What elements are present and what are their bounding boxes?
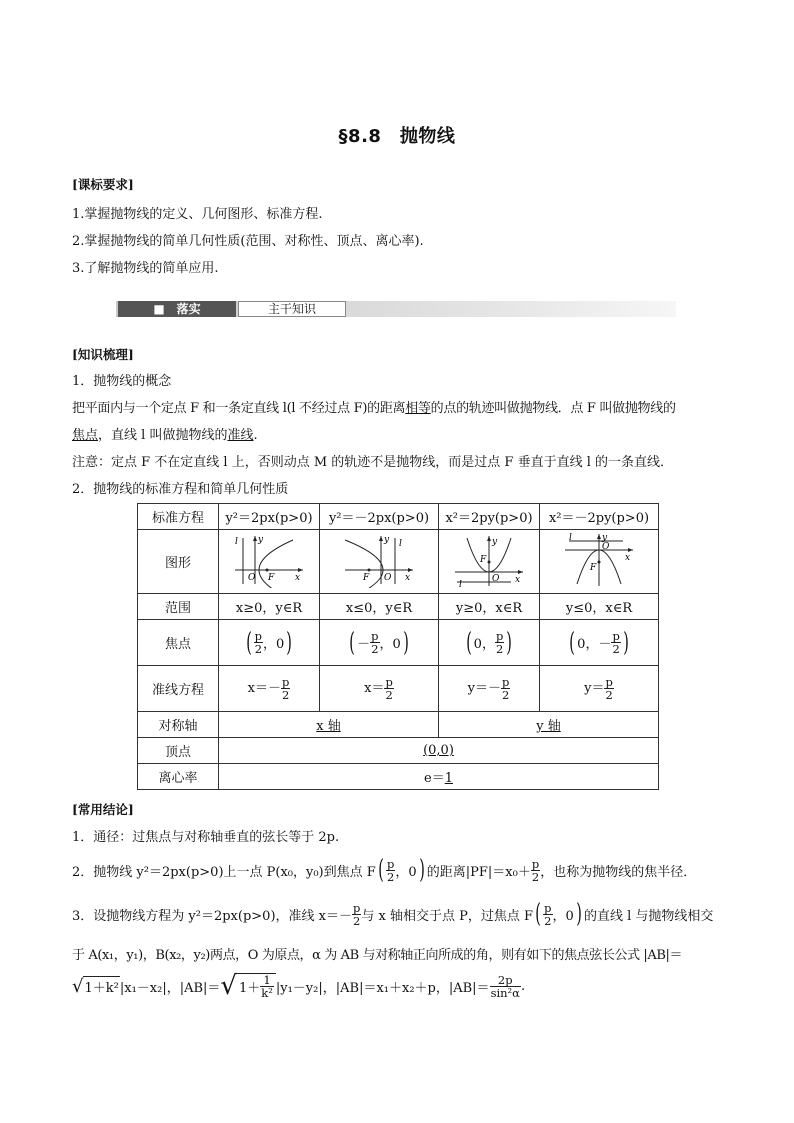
focus-expr: ( － $\frac{p}{2}$ ，0 ) <box>349 627 409 658</box>
focus-cell <box>219 620 320 666</box>
numerator: p <box>612 629 620 643</box>
directrix-cell <box>439 666 540 712</box>
text: 的直线 l 与抛物线相交 <box>583 908 714 924</box>
text: ，0 <box>379 637 401 652</box>
conclusion-3 <box>72 896 713 932</box>
text: x＝ <box>364 681 385 696</box>
table-header-cell: y²＝2px(p>0) <box>219 504 320 530</box>
directrix-cell <box>540 666 659 712</box>
requirement-item: 1.掌握抛物线的定义、几何图形、标准方程. <box>72 207 323 222</box>
radicand <box>237 973 276 999</box>
graph-label-l: l <box>235 536 238 547</box>
axis-cell <box>439 712 659 738</box>
graph-label-l: l <box>569 532 572 543</box>
graph-cell <box>320 530 439 594</box>
requirement-item: 3.了解抛物线的简单应用. <box>72 261 219 276</box>
fraction <box>254 630 263 655</box>
fraction <box>370 630 379 655</box>
vertex-cell <box>219 738 659 764</box>
fraction <box>531 858 540 883</box>
focus-expr: ( 0，－ $\frac{p}{2}$ ) <box>569 627 629 658</box>
banner-tag-right: 主干知识 <box>238 301 346 317</box>
row-label-eccentricity: 离心率 <box>138 764 219 790</box>
fraction <box>611 630 620 655</box>
underlined-term: 焦点 <box>72 428 99 443</box>
sqrt-expr: √ 1＋k² <box>72 975 119 997</box>
conclusion-2 <box>72 852 696 888</box>
knowledge-label: [知识梳理] <box>72 347 134 362</box>
graph-label-x: x <box>405 572 411 583</box>
numerator: 1 <box>260 974 274 987</box>
directrix-cell <box>320 666 439 712</box>
fraction <box>543 902 552 927</box>
denominator: 2 <box>282 688 290 702</box>
text: － <box>357 637 371 652</box>
numerator: p <box>605 675 613 689</box>
underlined-term: 相等 <box>405 401 431 416</box>
range-cell: y≤0，x∈R <box>540 594 659 620</box>
denominator: 2 <box>502 688 510 702</box>
text: 与 x 轴相交于点 P，过焦点 F <box>361 908 533 924</box>
axis-value: y 轴 <box>536 719 561 734</box>
range-cell: x≥0，y∈R <box>219 594 320 620</box>
sqrt-expr: √ 1＋ $\frac{1}{\text{k²}}$ <box>220 971 275 1001</box>
table-row <box>138 530 659 594</box>
text: 把平面内与一个定点 F 和一条定直线 l(l 不经过点 F)的距离 <box>72 401 406 416</box>
denominator: 2 <box>612 642 620 656</box>
numerator: p <box>385 675 393 689</box>
text: |y₁－y₂|，|AB|＝x₁＋x₂＋p，|AB|＝ <box>275 980 490 996</box>
text: 1＋ <box>239 981 261 996</box>
knowledge-paragraph <box>72 397 676 416</box>
radicand: 1＋k² <box>83 976 119 996</box>
focus-cell <box>540 620 659 666</box>
graph-cell <box>439 530 540 594</box>
fraction <box>386 858 395 883</box>
properties-table <box>137 503 659 790</box>
focus-expr: ( $\frac{p}{2}$ ，0 ) <box>245 627 293 658</box>
table-header-cell: x²＝2py(p>0) <box>439 504 540 530</box>
fraction <box>352 902 361 927</box>
directrix-cell <box>219 666 320 712</box>
denominator: 2 <box>386 869 395 884</box>
requirement-item: 2.掌握抛物线的简单几何性质(范围、对称性、顶点、离心率). <box>72 234 424 249</box>
fraction <box>495 630 504 655</box>
row-label-axis: 对称轴 <box>138 712 219 738</box>
text: ，也称为抛物线的焦半径． <box>540 864 697 880</box>
conclusions-label: [常用结论] <box>72 802 134 817</box>
text: 0， <box>473 637 495 652</box>
numerator: p <box>254 629 263 643</box>
text: 3．设抛物线方程为 y²＝2px(p>0)，准线 x＝－ <box>72 908 352 924</box>
graph-label-x: x <box>295 572 301 583</box>
focus-expr: ( 0， $\frac{p}{2}$ ) <box>465 627 513 658</box>
numerator: p <box>544 900 552 915</box>
numerator: p <box>352 900 361 915</box>
eccentricity-cell <box>219 764 659 790</box>
fraction <box>260 974 274 999</box>
requirements-label: [课标要求] <box>72 177 134 192</box>
text: 的距离|PF|＝x₀＋ <box>426 864 531 880</box>
numerator: p <box>371 629 379 643</box>
focus-expr: ( $\frac{p}{2}$ ，0 ) <box>535 899 582 929</box>
parabola-graph-right <box>231 532 307 588</box>
text: . <box>253 428 258 443</box>
eccentricity-value: 1 <box>444 771 453 786</box>
banner-tag-left: ■ 落实 <box>118 301 236 317</box>
text: |x₁－x₂|，|AB|＝ <box>119 980 221 996</box>
graph-cell <box>540 530 659 594</box>
knowledge-heading-1: 1．抛物线的概念 <box>72 374 172 389</box>
graph-label-o: O <box>248 572 256 583</box>
row-label-graph: 图形 <box>138 530 219 594</box>
graph-label-y: y <box>384 534 390 545</box>
conclusion-3-formulas <box>72 966 525 1006</box>
text: 0，－ <box>577 637 612 652</box>
numerator: p <box>501 675 510 689</box>
row-label-vertex: 顶点 <box>138 738 219 764</box>
conclusion-1: 1．通径：过焦点与对称轴垂直的弦长等于 2p. <box>72 830 340 845</box>
graph-label-o: O <box>492 573 500 584</box>
graph-label-y: y <box>258 534 264 545</box>
table-row <box>138 764 659 790</box>
denominator: 2 <box>353 913 361 928</box>
graph-label-f: F <box>363 572 370 583</box>
focus-expr: ( $\frac{p}{2}$ ，0 ) <box>378 855 425 885</box>
text: ，直线 l 叫做抛物线的 <box>98 428 228 443</box>
focus-cell <box>439 620 540 666</box>
graph-label-y: y <box>602 532 608 543</box>
graph-label-y: y <box>492 536 498 547</box>
denominator: 2 <box>495 642 504 656</box>
axis-value: x 轴 <box>316 719 341 734</box>
text: y＝－ <box>467 681 501 696</box>
denominator: 2 <box>254 642 263 656</box>
table-row <box>138 666 659 712</box>
table-row <box>138 712 659 738</box>
fraction <box>604 676 613 701</box>
denominator: 2 <box>531 869 540 884</box>
table-row <box>138 620 659 666</box>
graph-label-o: O <box>602 541 610 552</box>
knowledge-note: 注意：定点 F 不在定直线 l 上，否则动点 M 的轨迹不是抛物线，而是过点 F 垂直于直线 l 的一条直线． <box>72 455 673 470</box>
denominator: 2 <box>371 642 379 656</box>
page-title: §8.8 抛物线 <box>338 126 456 147</box>
numerator: 2p <box>490 974 521 987</box>
conclusion-3-cont: 于 A(x₁，y₁)，B(x₂，y₂)两点，O 为原点，α 为 AB 与对称轴正向所成的角，则有如下的焦点弦长公式 |AB|＝ <box>72 948 683 963</box>
numerator: p <box>386 856 395 871</box>
graph-label-f: F <box>480 554 487 565</box>
graph-label-x: x <box>625 552 631 563</box>
denominator: k² <box>261 986 273 1000</box>
table-header-cell: 标准方程 <box>138 504 219 530</box>
numerator: p <box>531 856 540 871</box>
fraction <box>490 974 521 999</box>
graph-cell <box>219 530 320 594</box>
denominator: 2 <box>605 688 613 702</box>
text: ，0 <box>395 864 417 880</box>
fraction <box>384 676 393 701</box>
text: . <box>520 978 526 994</box>
table-row <box>138 504 659 530</box>
graph-label-l: l <box>459 579 462 588</box>
table-row <box>138 594 659 620</box>
graph-label-f: F <box>268 572 275 583</box>
fraction <box>501 676 510 701</box>
text: ，0 <box>552 908 574 924</box>
text: y＝ <box>584 681 605 696</box>
denominator: 2 <box>544 913 552 928</box>
vertex-value: (0,0) <box>423 743 454 758</box>
axis-cell <box>219 712 439 738</box>
numerator: p <box>281 675 290 689</box>
denominator: sin²α <box>490 985 520 1000</box>
fraction <box>281 676 290 701</box>
row-label-focus: 焦点 <box>138 620 219 666</box>
row-label-directrix: 准线方程 <box>138 666 219 712</box>
table-row <box>138 738 659 764</box>
underlined-term: 准线 <box>227 428 254 443</box>
range-cell: x≤0，y∈R <box>320 594 439 620</box>
text: x＝－ <box>247 681 281 696</box>
text: 的点的轨迹叫做抛物线．点 F 叫做抛物线的 <box>430 401 676 416</box>
graph-label-l: l <box>399 538 402 549</box>
parabola-graph-down <box>561 532 637 588</box>
graph-label-f: F <box>590 562 597 573</box>
text: e＝ <box>424 771 445 786</box>
numerator: p <box>495 629 504 643</box>
parabola-graph-up <box>451 532 527 588</box>
parabola-graph-left <box>341 532 417 588</box>
text: ，0 <box>263 637 285 652</box>
denominator: 2 <box>385 688 393 702</box>
section-banner <box>116 298 676 322</box>
graph-label-x: x <box>515 574 521 585</box>
table-header-cell: x²＝－2py(p>0) <box>540 504 659 530</box>
row-label-range: 范围 <box>138 594 219 620</box>
range-cell: y≥0，x∈R <box>439 594 540 620</box>
focus-cell <box>320 620 439 666</box>
knowledge-heading-2: 2．抛物线的标准方程和简单几何性质 <box>72 482 289 497</box>
knowledge-paragraph-cont <box>72 424 258 443</box>
text: 2．抛物线 y²＝2px(p>0)上一点 P(x₀，y₀)到焦点 F <box>72 864 376 880</box>
graph-label-o: O <box>384 572 392 583</box>
table-header-cell: y²＝－2px(p>0) <box>320 504 439 530</box>
